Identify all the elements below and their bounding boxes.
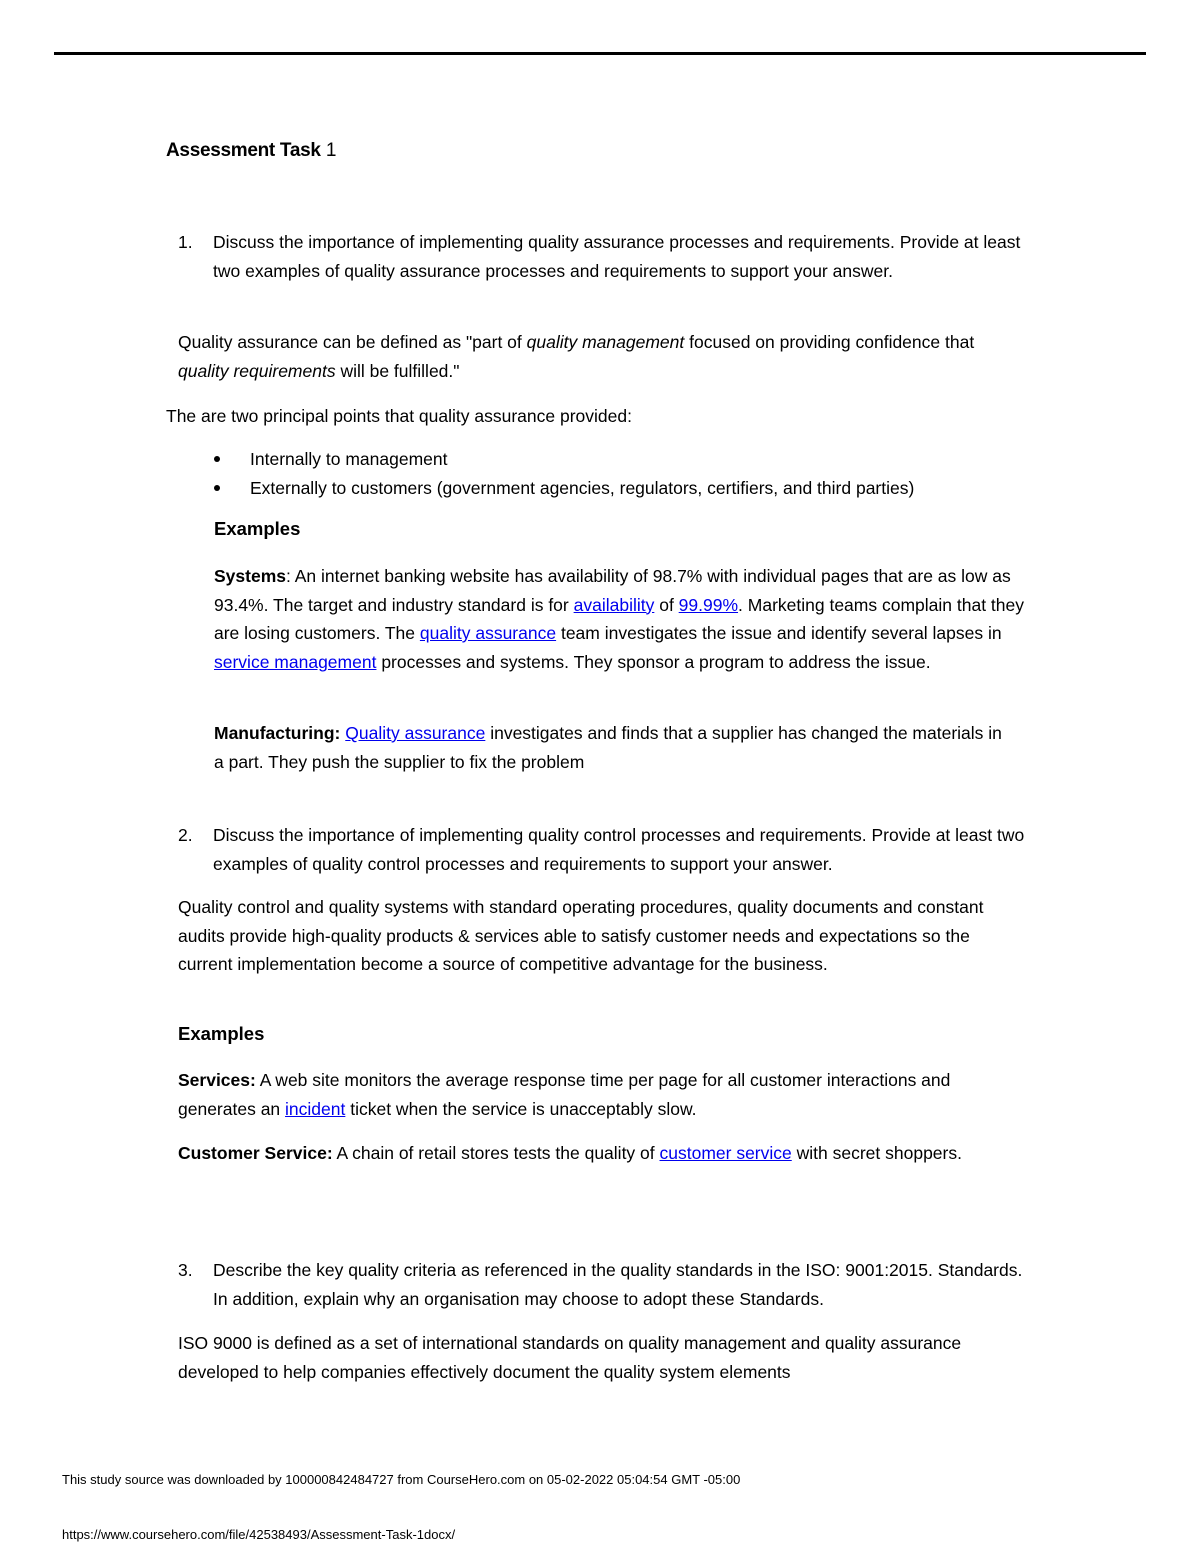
question-text: Discuss the importance of implementing quality assurance processes and requirements. Provide at least two examples of quality assurance processes and requirements to support your answer. — [213, 232, 1021, 281]
list-item: Internally to management — [212, 445, 914, 474]
examples-heading: Examples — [214, 518, 301, 539]
top-rule — [54, 52, 1146, 55]
customer-service-example: Customer Service: A chain of retail stores tests the quality of customer service with secret shoppers. — [178, 1143, 962, 1163]
services-example: Services: A web site monitors the average response time per page for all customer interactions and generates an incident ticket when the service is unacceptably slow. — [178, 1070, 951, 1119]
download-notice: This study source was downloaded by 100000842484727 from CourseHero.com on 05-02-2022 05:04:54 GMT -05:00 — [62, 1472, 741, 1487]
page-title: Assessment Task 1 — [166, 140, 337, 161]
quality-assurance-link-2[interactable]: Quality assurance — [345, 723, 486, 743]
question-number: 2. — [178, 825, 193, 845]
incident-link[interactable]: incident — [285, 1099, 346, 1119]
question-number: 1. — [178, 232, 193, 252]
iso-paragraph: ISO 9000 is defined as a set of international standards on quality management and quality assurance developed to help companies effectively document the quality system elements — [178, 1333, 962, 1382]
list-item: Externally to customers (government agencies, regulators, certifiers, and third parties) — [212, 474, 914, 503]
examples-heading: Examples — [178, 1023, 265, 1044]
quality-control-paragraph: Quality control and quality systems with standard operating procedures, quality documents and constant audits provide high-quality products & services able to satisfy customer needs and expectations so the current implementation become a source of competitive advantage for the business. — [178, 897, 984, 974]
question-2 — [178, 821, 1033, 878]
question-text: Describe the key quality criteria as referenced in the quality standards in the ISO: 9001:2015. Standards. In addition, explain why an organisation may choose to adopt these Standards. — [213, 1260, 1023, 1309]
source-url: https://www.coursehero.com/file/42538493/Assessment-Task-1docx/ — [62, 1527, 456, 1542]
quality-assurance-link[interactable]: quality assurance — [419, 623, 557, 643]
systems-example: Systems: An internet banking website has availability of 98.7% with individual pages that are as low as 93.4%. The target and industry standard is for availability of 99.99%. Marketing teams complain that they are losing customers. The quality assurance team investigates the issue and identify several lapses in service management processes and systems. They sponsor a program to address the issue. — [214, 566, 1024, 672]
question-3 — [178, 1256, 1033, 1313]
question-text: Discuss the importance of implementing quality control processes and requirements. Provide at least two examples of quality control processes and requirements to support your answer. — [213, 825, 1025, 874]
bullet-icon — [214, 485, 220, 491]
question-1 — [178, 228, 1033, 285]
bullet-icon — [214, 456, 220, 462]
qa-definition: Quality assurance can be defined as "part of quality management focused on providing confidence that quality requirements will be fulfilled." — [178, 332, 975, 381]
principal-points-intro: The are two principal points that quality assurance provided: — [166, 406, 632, 426]
question-number: 3. — [178, 1260, 193, 1280]
availability-percent-link[interactable]: 99.99% — [678, 594, 739, 615]
manufacturing-example: Manufacturing: Quality assurance investigates and finds that a supplier has changed the materials in a part. They push the supplier to fix the problem — [214, 723, 1002, 772]
customer-service-link[interactable]: customer service — [659, 1143, 792, 1163]
service-management-link[interactable]: service management — [214, 651, 377, 672]
principal-points-list — [212, 445, 914, 503]
availability-link[interactable]: availability — [573, 594, 655, 615]
